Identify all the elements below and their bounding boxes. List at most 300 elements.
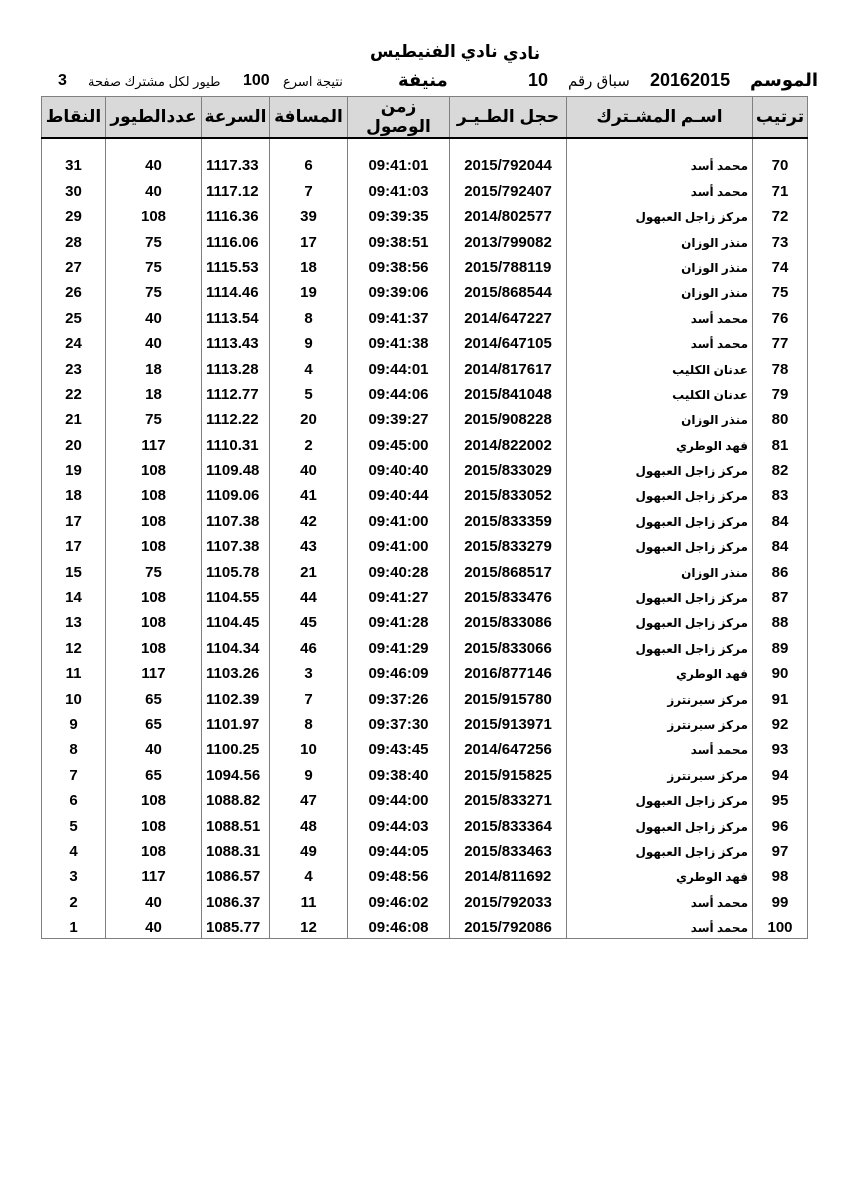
birds-cell: 108 (106, 837, 202, 862)
table-row (42, 633, 808, 658)
distance-cell: 44 (270, 583, 348, 608)
ring-cell: 2015/788119 (450, 253, 567, 278)
arrival-time-cell: 09:46:08 (348, 913, 450, 939)
member-name-cell: منذر الوزان (567, 253, 753, 278)
rank-cell: 89 (753, 633, 808, 658)
points-cell: 21 (42, 405, 106, 430)
race-number: 10 (528, 70, 549, 90)
distance-cell: 11 (270, 887, 348, 912)
birds-cell: 108 (106, 506, 202, 531)
distance-cell: 5 (270, 380, 348, 405)
speed-cell: 1117.12 (202, 176, 270, 201)
arrival-time-cell: 09:41:01 (348, 151, 450, 176)
table-row (42, 405, 808, 430)
table-row (42, 430, 808, 455)
points-cell: 19 (42, 456, 106, 481)
birds-cell: 40 (106, 913, 202, 939)
speed-cell: 1117.33 (202, 151, 270, 176)
birds-cell: 40 (106, 151, 202, 176)
arrival-time-cell: 09:41:37 (348, 303, 450, 328)
col-distance: المسافة (270, 97, 348, 139)
speed-cell: 1107.38 (202, 532, 270, 557)
member-name-cell: فهد الوطري (567, 430, 753, 455)
ring-cell: 2015/833052 (450, 481, 567, 506)
rank-cell: 100 (753, 913, 808, 939)
distance-cell: 3 (270, 659, 348, 684)
birds-cell: 40 (106, 329, 202, 354)
distance-cell: 42 (270, 506, 348, 531)
speed-cell: 1088.31 (202, 837, 270, 862)
rank-cell: 84 (753, 532, 808, 557)
points-cell: 20 (42, 430, 106, 455)
race-location: منيفة (398, 70, 448, 90)
distance-cell: 47 (270, 786, 348, 811)
distance-cell: 6 (270, 151, 348, 176)
season-label: الموسم (750, 70, 819, 90)
arrival-time-cell: 09:41:27 (348, 583, 450, 608)
points-cell: 11 (42, 659, 106, 684)
speed-cell: 1105.78 (202, 557, 270, 582)
member-name-cell: محمد أسد (567, 303, 753, 328)
rank-cell: 72 (753, 202, 808, 227)
ring-cell: 2014/822002 (450, 430, 567, 455)
speed-cell: 1088.51 (202, 811, 270, 836)
ring-cell: 2013/799082 (450, 227, 567, 252)
birds-cell: 108 (106, 608, 202, 633)
points-cell: 1 (42, 913, 106, 939)
rank-cell: 81 (753, 430, 808, 455)
distance-cell: 17 (270, 227, 348, 252)
distance-cell: 40 (270, 456, 348, 481)
points-cell: 25 (42, 303, 106, 328)
speed-cell: 1088.82 (202, 786, 270, 811)
speed-cell: 1116.06 (202, 227, 270, 252)
birds-cell: 65 (106, 684, 202, 709)
rank-cell: 86 (753, 557, 808, 582)
race-label: سباق رقم (568, 73, 630, 90)
arrival-time-cell: 09:39:27 (348, 405, 450, 430)
speed-cell: 1104.34 (202, 633, 270, 658)
col-rank: ترتيب (753, 97, 808, 139)
points-cell: 8 (42, 735, 106, 760)
table-row (42, 354, 808, 379)
rank-cell: 78 (753, 354, 808, 379)
distance-cell: 19 (270, 278, 348, 303)
ring-cell: 2015/833463 (450, 837, 567, 862)
points-cell: 10 (42, 684, 106, 709)
ring-cell: 2015/833029 (450, 456, 567, 481)
member-name-cell: مركز زاجل العبهول (567, 811, 753, 836)
birds-cell: 18 (106, 354, 202, 379)
col-ring: حجل الطـيـر (450, 97, 567, 139)
rank-cell: 98 (753, 862, 808, 887)
table-row (42, 659, 808, 684)
col-arrival-time: زمن الوصول (348, 97, 450, 139)
ring-cell: 2015/833359 (450, 506, 567, 531)
rank-cell: 77 (753, 329, 808, 354)
speed-cell: 1094.56 (202, 760, 270, 785)
birds-cell: 108 (106, 811, 202, 836)
points-cell: 3 (42, 862, 106, 887)
table-row (42, 176, 808, 201)
points-cell: 22 (42, 380, 106, 405)
points-cell: 15 (42, 557, 106, 582)
birds-cell: 117 (106, 659, 202, 684)
birds-cell: 75 (106, 405, 202, 430)
arrival-time-cell: 09:38:51 (348, 227, 450, 252)
distance-cell: 45 (270, 608, 348, 633)
table-row (42, 786, 808, 811)
points-cell: 9 (42, 710, 106, 735)
club-label: نادي (503, 44, 541, 63)
rank-cell: 90 (753, 659, 808, 684)
distance-cell: 9 (270, 760, 348, 785)
ring-cell: 2015/792407 (450, 176, 567, 201)
ring-cell: 2015/833086 (450, 608, 567, 633)
points-cell: 5 (42, 811, 106, 836)
rank-cell: 97 (753, 837, 808, 862)
rank-cell: 93 (753, 735, 808, 760)
ring-cell: 2015/833271 (450, 786, 567, 811)
member-name-cell: مركز سبرنترز (567, 760, 753, 785)
member-name-cell: مركز زاجل العبهول (567, 456, 753, 481)
per-member-label: طيور لكل مشترك صفحة (88, 74, 221, 89)
ring-cell: 2015/868517 (450, 557, 567, 582)
table-row (42, 557, 808, 582)
member-name-cell: مركز زاجل العبهول (567, 481, 753, 506)
table-row (42, 837, 808, 862)
speed-cell: 1113.28 (202, 354, 270, 379)
member-name-cell: فهد الوطري (567, 659, 753, 684)
rank-cell: 95 (753, 786, 808, 811)
speed-cell: 1107.38 (202, 506, 270, 531)
points-cell: 2 (42, 887, 106, 912)
points-cell: 23 (42, 354, 106, 379)
table-row (42, 303, 808, 328)
arrival-time-cell: 09:38:40 (348, 760, 450, 785)
member-name-cell: مركز زاجل العبهول (567, 583, 753, 608)
points-cell: 12 (42, 633, 106, 658)
points-cell: 18 (42, 481, 106, 506)
speed-cell: 1116.36 (202, 202, 270, 227)
birds-cell: 117 (106, 430, 202, 455)
ring-cell: 2015/833476 (450, 583, 567, 608)
arrival-time-cell: 09:39:06 (348, 278, 450, 303)
arrival-time-cell: 09:45:00 (348, 430, 450, 455)
ring-cell: 2015/792044 (450, 151, 567, 176)
distance-cell: 48 (270, 811, 348, 836)
distance-cell: 4 (270, 862, 348, 887)
member-name-cell: مركز سبرنترز (567, 710, 753, 735)
arrival-time-cell: 09:44:06 (348, 380, 450, 405)
rank-cell: 75 (753, 278, 808, 303)
ring-cell: 2014/811692 (450, 862, 567, 887)
season-value: 20162015 (650, 70, 731, 90)
birds-cell: 108 (106, 532, 202, 557)
speed-cell: 1109.06 (202, 481, 270, 506)
arrival-time-cell: 09:44:01 (348, 354, 450, 379)
birds-cell: 108 (106, 633, 202, 658)
ring-cell: 2014/647256 (450, 735, 567, 760)
speed-cell: 1085.77 (202, 913, 270, 939)
arrival-time-cell: 09:46:02 (348, 887, 450, 912)
distance-cell: 12 (270, 913, 348, 939)
ring-cell: 2015/792033 (450, 887, 567, 912)
arrival-time-cell: 09:41:00 (348, 532, 450, 557)
points-cell: 6 (42, 786, 106, 811)
speed-cell: 1086.57 (202, 862, 270, 887)
arrival-time-cell: 09:40:28 (348, 557, 450, 582)
rank-cell: 99 (753, 887, 808, 912)
points-cell: 24 (42, 329, 106, 354)
ring-cell: 2015/833279 (450, 532, 567, 557)
distance-cell: 7 (270, 176, 348, 201)
speed-cell: 1113.43 (202, 329, 270, 354)
member-name-cell: منذر الوزان (567, 405, 753, 430)
distance-cell: 7 (270, 684, 348, 709)
distance-cell: 39 (270, 202, 348, 227)
arrival-time-cell: 09:44:05 (348, 837, 450, 862)
speed-cell: 1100.25 (202, 735, 270, 760)
distance-cell: 2 (270, 430, 348, 455)
table-row (42, 506, 808, 531)
arrival-time-cell: 09:48:56 (348, 862, 450, 887)
birds-cell: 108 (106, 456, 202, 481)
arrival-time-cell: 09:44:03 (348, 811, 450, 836)
speed-cell: 1103.26 (202, 659, 270, 684)
points-cell: 26 (42, 278, 106, 303)
rank-cell: 88 (753, 608, 808, 633)
table-row (42, 532, 808, 557)
rank-cell: 87 (753, 583, 808, 608)
distance-cell: 9 (270, 329, 348, 354)
birds-cell: 108 (106, 583, 202, 608)
speed-cell: 1101.97 (202, 710, 270, 735)
speed-cell: 1102.39 (202, 684, 270, 709)
member-name-cell: مركز سبرنترز (567, 684, 753, 709)
birds-cell: 108 (106, 481, 202, 506)
rank-cell: 71 (753, 176, 808, 201)
table-row (42, 278, 808, 303)
member-name-cell: محمد أسد (567, 329, 753, 354)
rank-cell: 91 (753, 684, 808, 709)
points-cell: 27 (42, 253, 106, 278)
ring-cell: 2015/915825 (450, 760, 567, 785)
rank-cell: 74 (753, 253, 808, 278)
speed-cell: 1115.53 (202, 253, 270, 278)
arrival-time-cell: 09:41:03 (348, 176, 450, 201)
ring-cell: 2015/868544 (450, 278, 567, 303)
distance-cell: 41 (270, 481, 348, 506)
speed-cell: 1086.37 (202, 887, 270, 912)
member-name-cell: مركز زاجل العبهول (567, 633, 753, 658)
table-row (42, 380, 808, 405)
distance-cell: 43 (270, 532, 348, 557)
member-name-cell: محمد أسد (567, 176, 753, 201)
birds-cell: 65 (106, 710, 202, 735)
points-cell: 14 (42, 583, 106, 608)
col-points: النقاط (42, 97, 106, 139)
birds-cell: 65 (106, 760, 202, 785)
ring-cell: 2014/817617 (450, 354, 567, 379)
birds-cell: 40 (106, 735, 202, 760)
member-name-cell: محمد أسد (567, 913, 753, 939)
col-birds: عددالطيور (106, 97, 202, 139)
rank-cell: 80 (753, 405, 808, 430)
member-name-cell: مركز زاجل العبهول (567, 608, 753, 633)
results-table (41, 96, 808, 939)
birds-cell: 108 (106, 786, 202, 811)
points-cell: 28 (42, 227, 106, 252)
spacer-row (42, 138, 808, 151)
result-count: 100 (243, 72, 270, 89)
table-row (42, 887, 808, 912)
arrival-time-cell: 09:39:35 (348, 202, 450, 227)
points-cell: 7 (42, 760, 106, 785)
member-name-cell: محمد أسد (567, 735, 753, 760)
member-name-cell: منذر الوزان (567, 557, 753, 582)
result-label: نتيجة اسرع (283, 74, 343, 89)
member-name-cell: محمد أسد (567, 887, 753, 912)
table-row (42, 227, 808, 252)
distance-cell: 49 (270, 837, 348, 862)
table-row (42, 760, 808, 785)
arrival-time-cell: 09:44:00 (348, 786, 450, 811)
distance-cell: 4 (270, 354, 348, 379)
member-name-cell: مركز زاجل العبهول (567, 202, 753, 227)
distance-cell: 8 (270, 710, 348, 735)
member-name-cell: عدنان الكليب (567, 380, 753, 405)
speed-cell: 1114.46 (202, 278, 270, 303)
ring-cell: 2014/647227 (450, 303, 567, 328)
arrival-time-cell: 09:40:44 (348, 481, 450, 506)
ring-cell: 2015/833364 (450, 811, 567, 836)
ring-cell: 2014/647105 (450, 329, 567, 354)
speed-cell: 1104.45 (202, 608, 270, 633)
birds-cell: 108 (106, 202, 202, 227)
rank-cell: 96 (753, 811, 808, 836)
member-name-cell: مركز زاجل العبهول (567, 506, 753, 531)
distance-cell: 21 (270, 557, 348, 582)
table-row (42, 608, 808, 633)
arrival-time-cell: 09:41:28 (348, 608, 450, 633)
birds-cell: 75 (106, 227, 202, 252)
birds-cell: 75 (106, 557, 202, 582)
table-row (42, 710, 808, 735)
ring-cell: 2015/913971 (450, 710, 567, 735)
member-name-cell: مركز زاجل العبهول (567, 837, 753, 862)
points-cell: 30 (42, 176, 106, 201)
speed-cell: 1104.55 (202, 583, 270, 608)
table-row (42, 811, 808, 836)
member-name-cell: مركز زاجل العبهول (567, 532, 753, 557)
points-cell: 29 (42, 202, 106, 227)
birds-cell: 18 (106, 380, 202, 405)
table-row (42, 202, 808, 227)
arrival-time-cell: 09:41:29 (348, 633, 450, 658)
member-name-cell: محمد أسد (567, 151, 753, 176)
arrival-time-cell: 09:37:26 (348, 684, 450, 709)
ring-cell: 2014/802577 (450, 202, 567, 227)
club-name: نادي الفنيطيس (370, 42, 498, 61)
points-cell: 17 (42, 506, 106, 531)
speed-cell: 1112.77 (202, 380, 270, 405)
table-row (42, 913, 808, 939)
rank-cell: 92 (753, 710, 808, 735)
distance-cell: 20 (270, 405, 348, 430)
speed-cell: 1112.22 (202, 405, 270, 430)
birds-cell: 75 (106, 278, 202, 303)
arrival-time-cell: 09:37:30 (348, 710, 450, 735)
rank-cell: 79 (753, 380, 808, 405)
arrival-time-cell: 09:40:40 (348, 456, 450, 481)
birds-cell: 40 (106, 887, 202, 912)
ring-cell: 2015/908228 (450, 405, 567, 430)
col-member-name: اسـم المشـترك (567, 97, 753, 139)
arrival-time-cell: 09:41:00 (348, 506, 450, 531)
table-row (42, 862, 808, 887)
ring-cell: 2015/915780 (450, 684, 567, 709)
table-row (42, 329, 808, 354)
table-row (42, 735, 808, 760)
page-number: 3 (58, 72, 67, 89)
member-name-cell: عدنان الكليب (567, 354, 753, 379)
table-row (42, 151, 808, 176)
arrival-time-cell: 09:38:56 (348, 253, 450, 278)
table-row (42, 456, 808, 481)
speed-cell: 1110.31 (202, 430, 270, 455)
points-cell: 31 (42, 151, 106, 176)
rank-cell: 83 (753, 481, 808, 506)
speed-cell: 1113.54 (202, 303, 270, 328)
distance-cell: 8 (270, 303, 348, 328)
birds-cell: 40 (106, 176, 202, 201)
points-cell: 17 (42, 532, 106, 557)
rank-cell: 70 (753, 151, 808, 176)
rank-cell: 82 (753, 456, 808, 481)
birds-cell: 75 (106, 253, 202, 278)
ring-cell: 2015/833066 (450, 633, 567, 658)
table-header-row (42, 97, 808, 139)
points-cell: 13 (42, 608, 106, 633)
rank-cell: 73 (753, 227, 808, 252)
distance-cell: 10 (270, 735, 348, 760)
arrival-time-cell: 09:41:38 (348, 329, 450, 354)
ring-cell: 2015/792086 (450, 913, 567, 939)
ring-cell: 2016/877146 (450, 659, 567, 684)
member-name-cell: فهد الوطري (567, 862, 753, 887)
arrival-time-cell: 09:43:45 (348, 735, 450, 760)
distance-cell: 46 (270, 633, 348, 658)
table-row (42, 253, 808, 278)
distance-cell: 18 (270, 253, 348, 278)
table-row (42, 583, 808, 608)
points-cell: 4 (42, 837, 106, 862)
arrival-time-cell: 09:46:09 (348, 659, 450, 684)
rank-cell: 84 (753, 506, 808, 531)
table-row (42, 481, 808, 506)
member-name-cell: منذر الوزان (567, 227, 753, 252)
rank-cell: 94 (753, 760, 808, 785)
birds-cell: 40 (106, 303, 202, 328)
rank-cell: 76 (753, 303, 808, 328)
member-name-cell: منذر الوزان (567, 278, 753, 303)
col-speed: السرعة (202, 97, 270, 139)
ring-cell: 2015/841048 (450, 380, 567, 405)
table-row (42, 684, 808, 709)
member-name-cell: مركز زاجل العبهول (567, 786, 753, 811)
birds-cell: 117 (106, 862, 202, 887)
